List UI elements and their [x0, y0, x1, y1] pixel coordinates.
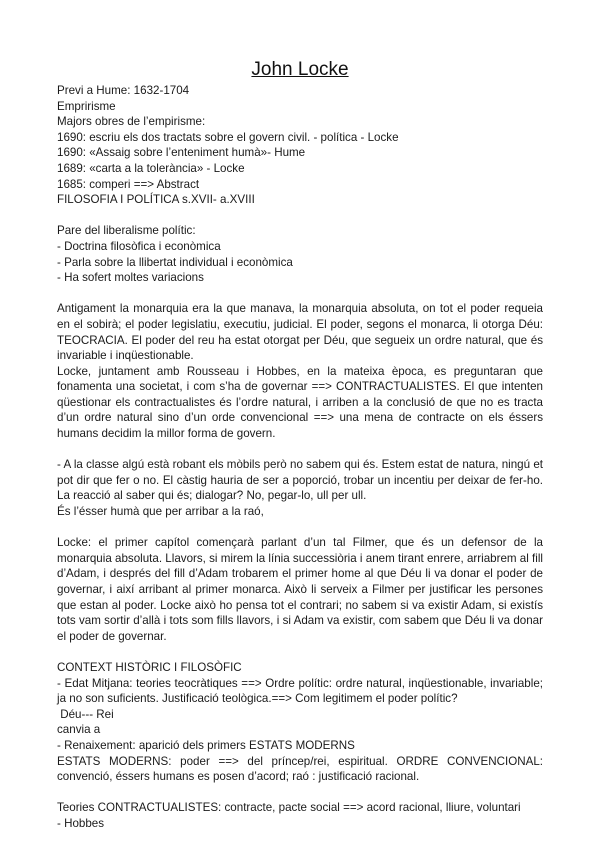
list-item: - Renaixement: aparició dels primers ESTATS MODERNS [57, 738, 355, 752]
text-line: 1690: «Assaig sobre l’enteniment humà»- Hume [57, 146, 306, 160]
paragraph-monarchy: Antigament la monarquia era la que manava, la monarquia absoluta, on tot el poder requeia en el sobirà; el poder legislatiu, executiu, judicial. El poder, segons el monarca, li otorga Déu: TEOCRACIA. El poder del reu ha estat otorgat per Déu, que segueix un ordre natural, que és invariable i inqüestionable. [57, 302, 543, 363]
paragraph-contractualists: Locke, juntament amb Rousseau i Hobbes, en la mateixa època, es preguntaran que fonamenta una societat, i com s’ha de governar ==> CONTRACTUALISTES. El que intenten qüestionar els contractualistes és l’ordre natural, i arriben a la conclusió de que no es tracta d’un ordre natural sino d’un orde convencional ==> una mena de contracte on els éssers humans decidim la millor forma de govern. [57, 364, 543, 441]
text-line: Empririsme [57, 99, 116, 113]
text-line: FILOSOFIA I POLÍTICA s.XVII- a.XVIII [57, 193, 255, 207]
liberalism-block [57, 223, 543, 285]
text-line: 1689: «carta a la tolerància» - Locke [57, 161, 245, 175]
paragraph-filmer: Locke: el primer capítol començarà parlant d’un tal Filmer, que és un defensor de la monarquia absoluta. Llavors, si mirem la línia successiòria i anem tirant enrere, arriabrem al fill d’Adam, i després del fill d’Adam trobarem el primer home al que Déu li va donar el poder de governar, i així arribant al primer monarca. Això li serveix a Filmer per justificar les persones que estan al poder. Locke això ho pensa tot el contrari; no sabem si va existir Adam, si existís tots vam sortir d’allà i tots som fills llavors, i si Adam va existir, com sabem que Déu li va donar el poder de governar. [57, 536, 543, 643]
paragraph-modern-states: ESTATS MODERNS: poder ==> del príncep/rei, espiritual. ORDRE CONVENCIONAL: convenció, éssers humans es posen d’acord; raó : justificació racional. [57, 754, 543, 784]
list-item: - Doctrina filosòfica i econòmica [57, 239, 221, 253]
text-line: Majors obres de l’empirisme: [57, 115, 206, 129]
text-line: 1685: comperi ==> Abstract [57, 177, 200, 191]
paragraph-example: - A la classe algú està robant els mòbils però no sabem qui és. Estem estat de natura, ningú et pot dir que fer o no. El càstig hauria de ser a poporció, trobar un incentiu per deixar de fer-ho. La reacció al saber qui és; dialogar? No, pegar-lo, ull per ull. [57, 458, 543, 503]
text-line: Déu--- Rei [57, 707, 114, 721]
list-item: - Hobbes [57, 816, 105, 830]
list-item: - Parla sobre la llibertat individual i econòmica [57, 255, 293, 269]
document-page [57, 58, 543, 832]
text-line: Pare del liberalisme polític: [57, 224, 196, 238]
text-line: canvia a [57, 723, 101, 737]
list-item: - Ha sofert moltes variacions [57, 271, 204, 285]
text-line: Previ a Hume: 1632-1704 [57, 84, 190, 97]
header-block [57, 83, 543, 208]
text-line: És l’ésser humà que per arribar a la raó, [57, 505, 264, 519]
text-line: Teories CONTRACTUALISTES: contracte, pacte social ==> acord racional, lliure, voluntari [57, 801, 521, 815]
document-title: John Locke [251, 59, 349, 80]
text-line: 1690: escriu els dos tractats sobre el govern civil. - política - Locke [57, 130, 399, 144]
section-heading: CONTEXT HISTÒRIC I FILOSÒFIC [57, 660, 242, 674]
paragraph-middle-ages: - Edat Mitjana: teories teocràtiques ==> Ordre polític: ordre natural, inqüestionable, invariable; ja no son suficients. Justificació teològica.==> Com legitimem el poder polític? [57, 676, 543, 706]
